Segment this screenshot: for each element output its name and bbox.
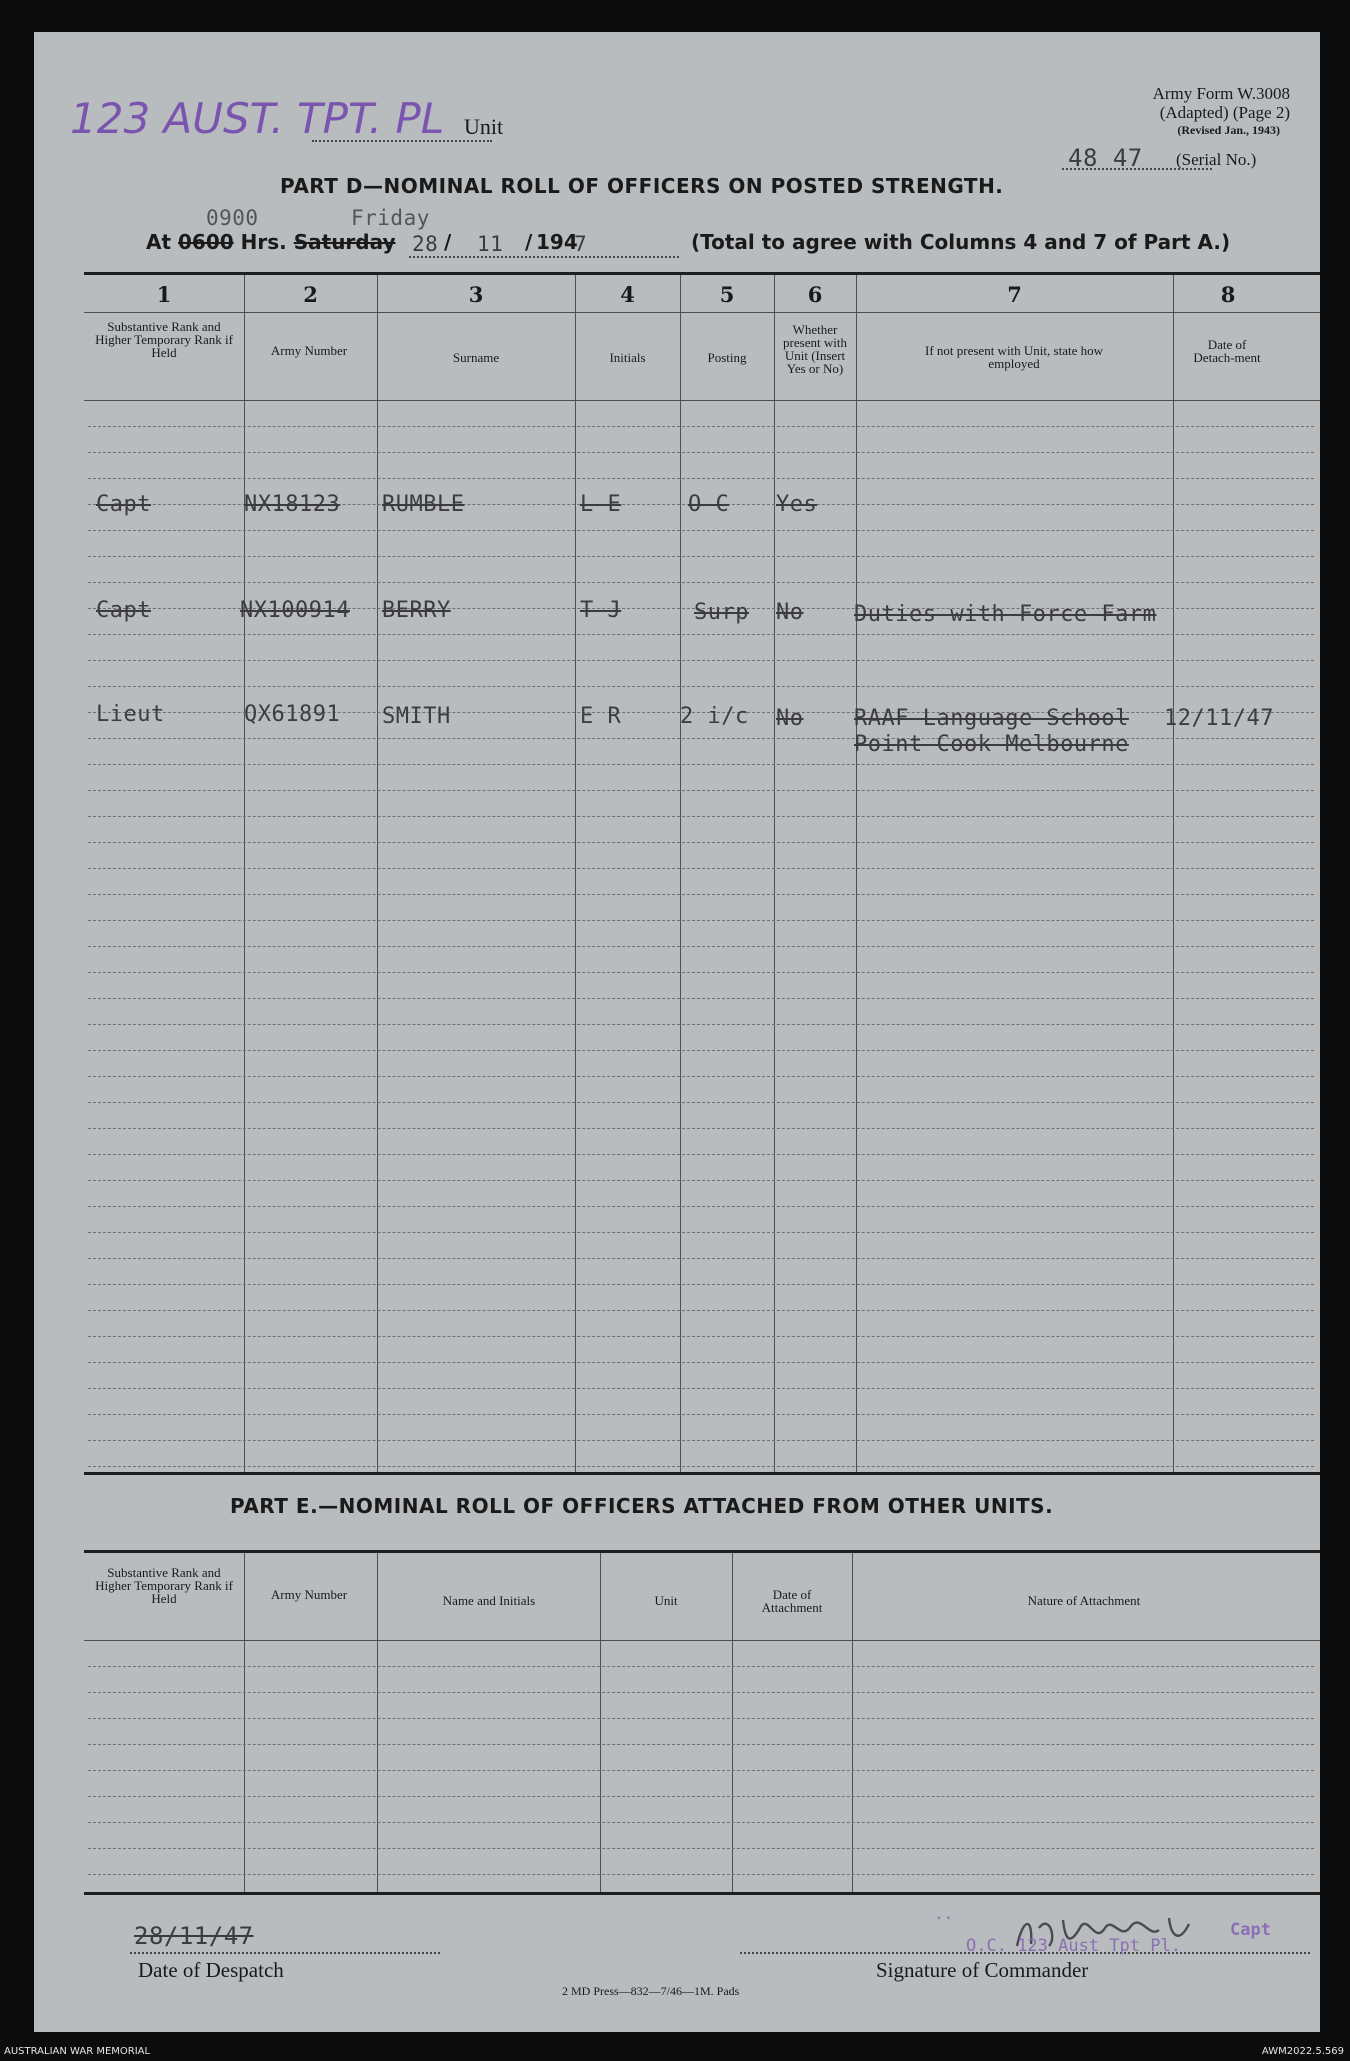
- row2-present: No: [776, 600, 804, 625]
- date-dotted-line: [409, 256, 679, 258]
- e-col-header-unit: Unit: [654, 1593, 678, 1608]
- ruled-line: [88, 868, 1314, 869]
- e-col-header-name: Name and Initials: [442, 1593, 536, 1608]
- ruled-line: [88, 1822, 1314, 1823]
- row2-surname: BERRY: [382, 598, 451, 623]
- at-label: At: [146, 230, 172, 254]
- col-number: 5: [719, 282, 735, 307]
- row3-employed: RAAF Language School: [854, 706, 1129, 731]
- col-divider: [852, 1553, 853, 1892]
- e-col-header-nature: Nature of Attachment: [1027, 1593, 1141, 1608]
- ruled-line: [88, 556, 1314, 557]
- form-sheet: [34, 32, 1320, 2032]
- part-d-top-rule: [84, 272, 1320, 275]
- e-col-header-attach-date: Date of Attachment: [761, 1587, 823, 1615]
- form-revised: (Revised Jan., 1943): [1177, 123, 1280, 137]
- col-divider: [575, 275, 576, 1472]
- ruled-line: [88, 998, 1314, 999]
- col-header-rank: Substantive Rank and Higher Temporary Rank if Held: [95, 319, 233, 360]
- unit-handwritten: 123 AUST. TPT. PL: [70, 94, 445, 143]
- col-divider: [244, 1553, 245, 1892]
- ruled-line: [88, 1076, 1314, 1077]
- row1-initials: L E: [580, 492, 622, 517]
- ruled-line: [88, 686, 1314, 687]
- row3-surname: SMITH: [382, 704, 451, 729]
- archive-credit: AUSTRALIAN WAR MEMORIAL: [4, 2046, 151, 2057]
- row2-employed: Duties with Force Farm: [854, 602, 1157, 627]
- ruled-line: [88, 582, 1314, 583]
- row3-posting: 2 i/c: [680, 704, 749, 729]
- row2-posting: Surp: [694, 600, 749, 625]
- commander-stamp: O.C. 123 Aust Tpt Pl.: [966, 1936, 1181, 1956]
- col-number: 6: [807, 282, 823, 307]
- ruled-line: [88, 1414, 1314, 1415]
- date-month: 11: [477, 232, 504, 256]
- part-d-title: PART D—NOMINAL ROLL OF OFFICERS ON POSTED STRENGTH.: [280, 174, 1004, 198]
- row3-number: QX61891: [244, 702, 341, 727]
- ruled-line: [88, 634, 1314, 635]
- row3-initials: E R: [580, 704, 622, 729]
- ruled-line: [88, 920, 1314, 921]
- ruled-line: [88, 1440, 1314, 1441]
- ruled-line: [88, 1180, 1314, 1181]
- row2-number: NX100914: [240, 598, 350, 623]
- col-number: 3: [468, 282, 484, 307]
- ruled-line: [88, 1336, 1314, 1337]
- part-d-bottom-rule: [84, 1472, 1320, 1475]
- row3-employed-line2: Point Cook Melbourne: [854, 732, 1129, 757]
- part-e-title: PART E.—NOMINAL ROLL OF OFFICERS ATTACHED FROM OTHER UNITS.: [230, 1494, 1054, 1518]
- ruled-line: [88, 764, 1314, 765]
- hrs-label: Hrs.: [240, 230, 287, 254]
- ruled-line: [88, 1102, 1314, 1103]
- part-e-header-rule: [84, 1640, 1320, 1641]
- part-e-bottom-rule: [84, 1892, 1320, 1895]
- col-header-present: Whether present with Unit (Insert Yes or No): [783, 322, 847, 376]
- e-col-header-rank: Substantive Rank and Higher Temporary Rank if Held: [95, 1565, 233, 1606]
- col-divider: [600, 1553, 601, 1892]
- col-header-initials: Initials: [609, 350, 646, 365]
- despatch-date: 28/11/47: [134, 1922, 254, 1950]
- archive-id: AWM2022.5.569: [1261, 2046, 1344, 2057]
- ruled-line: [88, 478, 1314, 479]
- unit-label: Unit: [464, 114, 504, 139]
- row3-present: No: [776, 706, 804, 731]
- ruled-line: [88, 842, 1314, 843]
- col-divider: [856, 275, 857, 1472]
- ruled-line: [88, 1050, 1314, 1051]
- col-number: 2: [303, 282, 318, 307]
- ruled-line: [88, 452, 1314, 453]
- hrs-typed: 0900: [206, 206, 259, 230]
- row3-date: 12/11/47: [1164, 706, 1274, 731]
- year-digit: 7: [574, 232, 588, 256]
- ruled-line: [88, 790, 1314, 791]
- col-divider: [774, 275, 775, 1472]
- ruled-line: [88, 1128, 1314, 1129]
- total-note: (Total to agree with Columns 4 and 7 of Part A.): [691, 230, 1231, 254]
- row1-number: NX18123: [244, 492, 341, 517]
- ruled-line: [88, 1692, 1314, 1693]
- col-number: 1: [156, 282, 172, 307]
- ruled-line: [88, 972, 1314, 973]
- row2-rank: Capt: [96, 598, 151, 623]
- ruled-line: [88, 1666, 1314, 1667]
- ruled-line: [88, 660, 1314, 661]
- ruled-line: [88, 1154, 1314, 1155]
- col-number: 7: [1007, 282, 1022, 307]
- ruled-line: [88, 816, 1314, 817]
- ruled-line: [88, 1770, 1314, 1771]
- ruled-line: [88, 1024, 1314, 1025]
- despatch-dotted-line: [130, 1952, 440, 1954]
- ruled-line: [88, 1874, 1314, 1875]
- at-line: [146, 230, 396, 254]
- date-separator-2: /: [525, 230, 533, 254]
- ruled-line: [88, 1206, 1314, 1207]
- col-header-surname: Surname: [452, 350, 500, 365]
- part-d-number-rule: [84, 312, 1320, 313]
- col-divider: [1173, 275, 1174, 1472]
- date-day: 28: [412, 232, 439, 256]
- printer-line: 2 MD Press—832—7/46—1M. Pads: [562, 1984, 740, 1998]
- part-e-top-rule: [84, 1550, 1320, 1553]
- ruled-line: [88, 1388, 1314, 1389]
- form-number: Army Form W.3008: [1152, 84, 1290, 103]
- day-printed: Saturday: [293, 230, 396, 254]
- ruled-line: [88, 426, 1314, 427]
- signature-rank: Capt: [1230, 1920, 1271, 1940]
- row1-posting: O C: [688, 492, 730, 517]
- ruled-line: [88, 1284, 1314, 1285]
- despatch-label: Date of Despatch: [138, 1958, 284, 1982]
- ruled-line: [88, 1718, 1314, 1719]
- col-header-posting: Posting: [707, 350, 747, 365]
- col-header-detachment: Date of Detach-ment: [1193, 337, 1261, 365]
- day-typed: Friday: [351, 206, 430, 230]
- ruled-line: [88, 1258, 1314, 1259]
- signature-label: Signature of Commander: [876, 1958, 1089, 1982]
- ruled-line: [88, 1362, 1314, 1363]
- row2-initials: T J: [580, 598, 622, 623]
- col-header-army-number: Army Number: [270, 343, 348, 358]
- col-divider: [377, 275, 378, 1472]
- ruled-line: [88, 1796, 1314, 1797]
- unit-dotted-line: [312, 140, 492, 142]
- row1-present: Yes: [776, 492, 818, 517]
- col-divider: [377, 1553, 378, 1892]
- stamp-dots: ..: [934, 1904, 954, 1923]
- ruled-line: [88, 1744, 1314, 1745]
- col-header-employed: If not present with Unit, state how employed: [925, 343, 1103, 371]
- date-separator-1: /: [444, 230, 452, 254]
- hrs-printed: 0600: [178, 230, 234, 254]
- ruled-line: [88, 894, 1314, 895]
- serial-label: (Serial No.): [1176, 150, 1257, 169]
- col-number: 4: [620, 282, 635, 307]
- e-col-header-army-number: Army Number: [270, 1587, 348, 1602]
- year-prefix: 194: [536, 230, 578, 254]
- row1-rank: Capt: [96, 492, 151, 517]
- row3-rank: Lieut: [96, 702, 165, 727]
- ruled-line: [88, 530, 1314, 531]
- col-divider: [732, 1553, 733, 1892]
- ruled-line: [88, 946, 1314, 947]
- ruled-line: [88, 1310, 1314, 1311]
- col-divider: [244, 275, 245, 1472]
- ruled-line: [88, 1848, 1314, 1849]
- row1-surname: RUMBLE: [382, 492, 465, 517]
- col-number: 8: [1220, 282, 1236, 307]
- ruled-line: [88, 1466, 1314, 1467]
- serial-number: 48 47: [1068, 144, 1143, 172]
- ruled-line: [88, 1232, 1314, 1233]
- part-d-header-rule: [84, 400, 1320, 401]
- form-adapted: (Adapted) (Page 2): [1159, 103, 1290, 122]
- col-divider: [680, 275, 681, 1472]
- ruled-line: [88, 738, 1314, 739]
